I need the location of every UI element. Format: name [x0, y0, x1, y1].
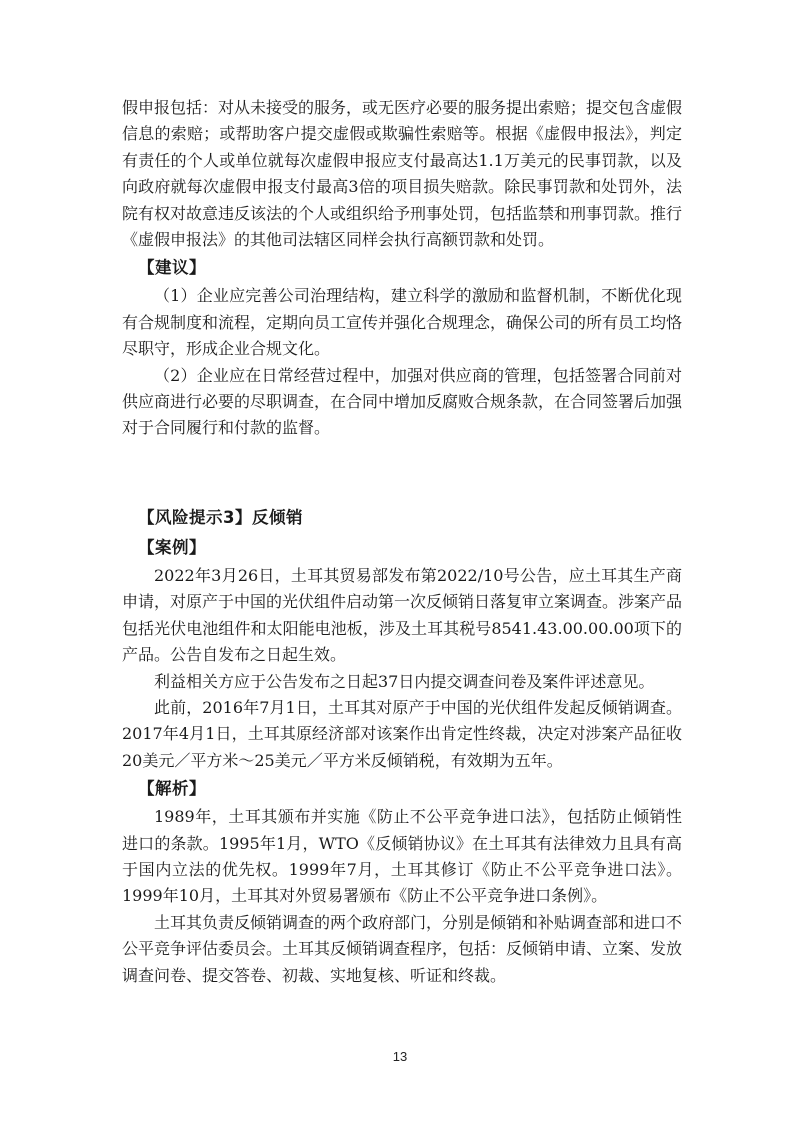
analysis-paragraph: 土耳其负责反倾销调查的两个政府部门，分别是倾销和补贴调查部和进口不公平竞争评估委员会。土耳其反倾销调查程序，包括：反倾销申请、立案、发放调查问卷、提交答卷、初裁、实地复核、听证和终裁。 [122, 912, 683, 985]
risk-3-section [122, 505, 682, 989]
risk-title: 【风险提示3】反倾销 [138, 508, 303, 527]
case-paragraph: 利益相关方应于公告发布之日起37日内提交调查问卷及案件评述意见。 [154, 671, 655, 691]
suggestion-heading: 【建议】 [138, 258, 206, 278]
suggestion-item: （2）企业应在日常经营过程中，加强对供应商的管理，包括签署合同前对供应商进行必要的尽职调查，在合同中增加反腐败合规条款，在合同签署后加强对于合同履行和付款的监督。 [122, 365, 683, 438]
analysis-paragraph: 1989年，土耳其颁布并实施《防止不公平竞争进口法》，包括防止倾销性进口的条款。1995年1月，WTO《反倾销协议》在土耳其有法律效力且具有高于国内立法的优先权。1999年7月，土耳其修订《防止不公平竞争进口法》。1999年10月，土耳其对外贸易署颁布《防止不公平竞争进口条例》。 [122, 807, 682, 906]
paragraph: 假申报包括：对从未接受的服务，或无医疗必要的服务提出索赔；提交包含虚假信息的索赔；或帮助客户提交虚假或欺骗性索赔等。根据《虚假申报法》，判定有责任的个人或单位就每次虚假申报应支付最高达1.1万美元的民事罚款，以及向政府就每次虚假申报支付最高3倍的项目损失赔款。除民事罚款和处罚外，法院有权对故意违反该法的个人或组织给予刑事处罚，包括监禁和刑事罚款。推行《虚假申报法》的其他司法辖区同样会执行高额罚款和处罚。 [122, 98, 683, 250]
suggestion-item: （1）企业应完善公司治理结构，建立科学的激励和监督机制，不断优化现有合规制度和流程，定期向员工宣传并强化合规理念，确保公司的所有员工均恪尽职守，形成企业合规文化。 [122, 286, 683, 359]
body-section-top [122, 95, 682, 442]
case-paragraph: 2022年3月26日，土耳其贸易部发布第2022/10号公告，应土耳其生产商申请，对原产于中国的光伏组件启动第一次反倾销日落复审立案调查。涉案产品包括光伏电池组件和太阳能电池板，涉及土耳其税号8541.43.00.00.00项下的产品。公告自发布之日起生效。 [122, 566, 683, 665]
case-paragraph: 此前，2016年7月1日，土耳其对原产于中国的光伏组件发起反倾销调查。2017年4月1日，土耳其原经济部对该案作出肯定性终裁，决定对涉案产品征收20美元／平方米～25美元／平方米反倾销税，有效期为五年。 [122, 698, 682, 770]
case-heading: 【案例】 [138, 538, 206, 557]
page-number: 13 [392, 1049, 408, 1064]
analysis-heading: 【解析】 [138, 779, 206, 799]
